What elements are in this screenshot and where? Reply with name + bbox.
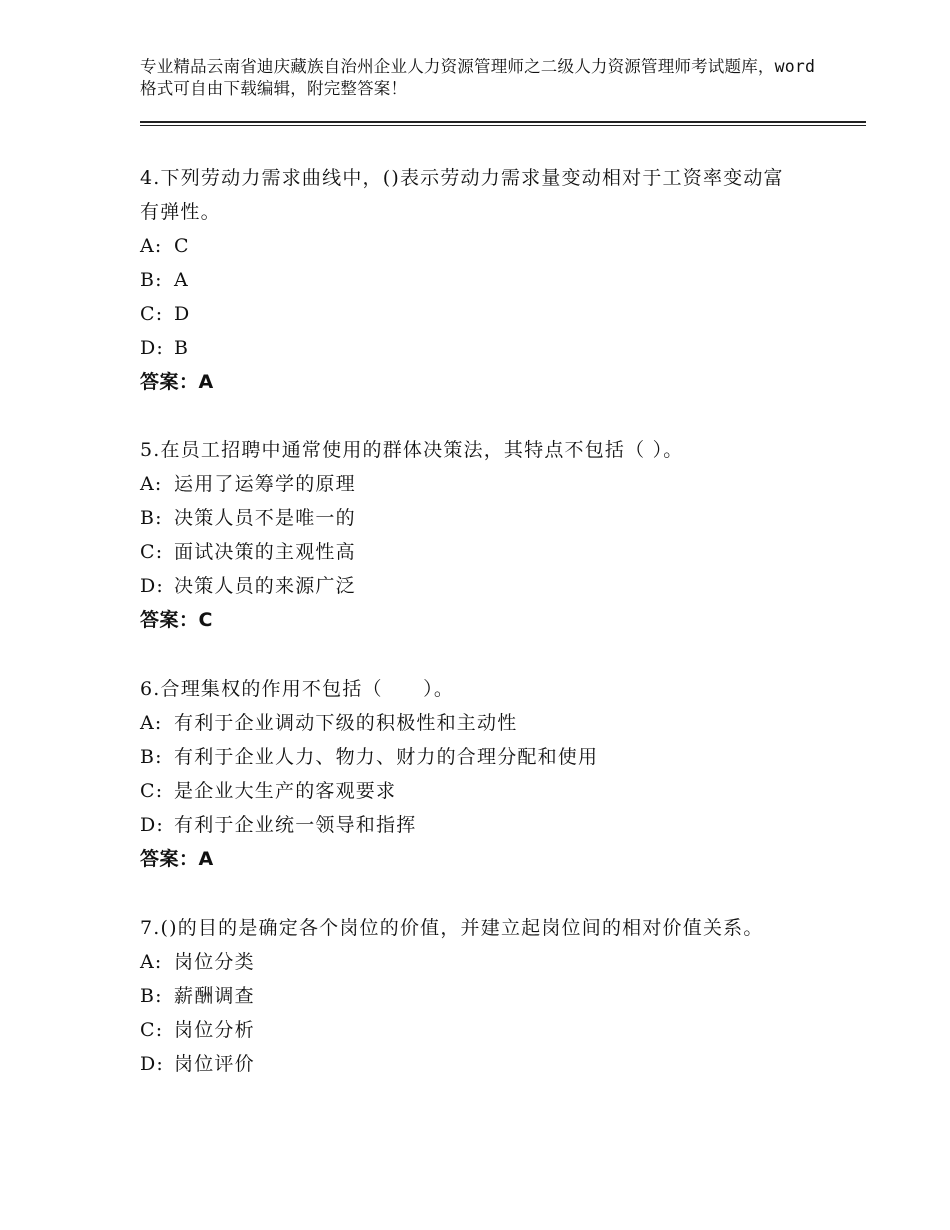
answer-line: 答案：C — [140, 609, 213, 631]
option-d — [140, 331, 820, 365]
question-stem: 7.()的目的是确定各个岗位的价值，并建立起岗位间的相对价值关系。 — [140, 917, 764, 939]
option-text: 决策人员不是唯一的 — [174, 507, 356, 529]
option-text: 有利于企业调动下级的积极性和主动性 — [174, 712, 518, 734]
header-rule-thin — [140, 125, 866, 126]
option-c — [140, 535, 820, 569]
header-rule-thick — [140, 121, 866, 123]
option-letter: B: — [140, 746, 163, 768]
question-block — [140, 911, 820, 1081]
option-text: 运用了运筹学的原理 — [174, 473, 356, 495]
option-d — [140, 808, 820, 842]
question-stem: 4.下列劳动力需求曲线中，()表示劳动力需求量变动相对于工资率变动富有弹性。 — [140, 167, 784, 223]
option-b — [140, 740, 820, 774]
option-letter: C: — [140, 541, 164, 563]
option-letter: C: — [140, 780, 164, 802]
option-b — [140, 263, 820, 297]
option-text: C — [174, 235, 190, 257]
option-text: 岗位评价 — [174, 1053, 255, 1075]
document-header: 专业精品云南省迪庆藏族自治州企业人力资源管理师之二级人力资源管理师考试题库，word格式可自由下载编辑，附完整答案！ — [140, 57, 816, 98]
question-stem: 5.在员工招聘中通常使用的群体决策法，其特点不包括（ ）。 — [140, 439, 684, 461]
option-letter: A: — [140, 712, 163, 734]
option-letter: D: — [140, 575, 165, 597]
option-text: 岗位分类 — [174, 951, 255, 973]
option-letter: D: — [140, 814, 165, 836]
option-a — [140, 945, 820, 979]
option-letter: A: — [140, 473, 163, 495]
option-letter: B: — [140, 269, 163, 291]
option-text: 决策人员的来源广泛 — [174, 575, 356, 597]
option-letter: D: — [140, 337, 165, 359]
option-text: 是企业大生产的客观要求 — [174, 780, 397, 802]
option-text: 岗位分析 — [174, 1019, 255, 1041]
question-block — [140, 161, 820, 399]
option-a — [140, 706, 820, 740]
option-a — [140, 467, 820, 501]
option-d — [140, 569, 820, 603]
option-b — [140, 501, 820, 535]
option-letter: D: — [140, 1053, 165, 1075]
option-letter: A: — [140, 235, 163, 257]
option-letter: A: — [140, 951, 163, 973]
option-c — [140, 774, 820, 808]
option-a — [140, 229, 820, 263]
answer-line: 答案：A — [140, 371, 214, 393]
option-text: 有利于企业统一领导和指挥 — [174, 814, 417, 836]
option-text: D — [174, 303, 191, 325]
option-text: 薪酬调查 — [174, 985, 255, 1007]
option-letter: B: — [140, 985, 163, 1007]
option-c — [140, 297, 820, 331]
option-letter: C: — [140, 303, 164, 325]
option-text: 面试决策的主观性高 — [174, 541, 356, 563]
option-d — [140, 1047, 820, 1081]
option-text: A — [174, 269, 189, 291]
option-letter: C: — [140, 1019, 164, 1041]
option-letter: B: — [140, 507, 163, 529]
option-b — [140, 979, 820, 1013]
option-c — [140, 1013, 820, 1047]
question-stem: 6.合理集权的作用不包括（ ）。 — [140, 678, 455, 700]
option-text: 有利于企业人力、物力、财力的合理分配和使用 — [174, 746, 599, 768]
option-text: B — [174, 337, 190, 359]
answer-line: 答案：A — [140, 848, 214, 870]
question-block — [140, 672, 820, 876]
question-block — [140, 433, 820, 637]
